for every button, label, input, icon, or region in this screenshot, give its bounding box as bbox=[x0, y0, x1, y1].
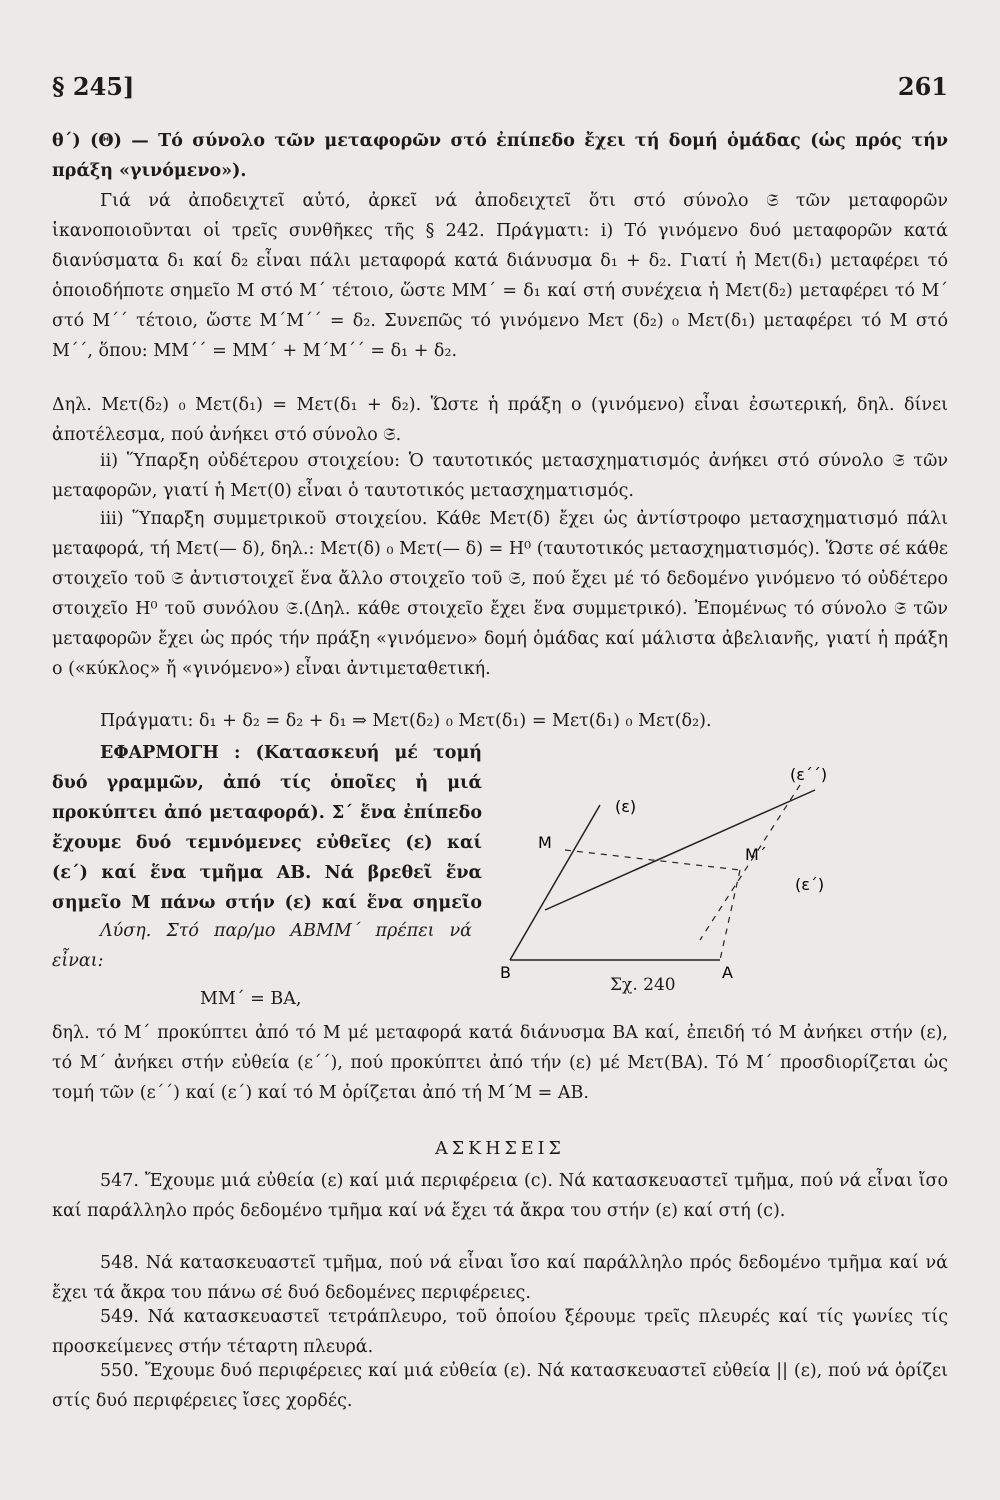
label-A: Α bbox=[722, 963, 733, 982]
label-e-double-prime: (ε΄΄) bbox=[790, 765, 828, 784]
proof-paragraph-2: Δηλ. Μετ(δ₂) ₀ Μετ(δ₁) = Μετ(δ₁ + δ₂). Ὥστε ἡ πράξη ο (γινόμενο) εἶναι ἐσωτερική, δηλ. δίνει ἀποτέλεσμα, πού ἀνήκει στό σύνολο 𝔖. bbox=[52, 395, 948, 445]
application-paragraph: ΕΦΑΡΜΟΓΗ : (Κατασκευή μέ τομή δυό γραμμῶν, ἀπό τίς ὁποῖες ἡ μιά προκύπτει ἀπό μεταφορά). Σ΄ ἕνα ἐπίπεδο ἔχουμε δυό τεμνόμενες εὐθεῖες (ε) καί (ε΄) καί ἕνα τμῆμα ΑΒ. Νά βρεθεῖ ἕνα σημεῖο Μ πάνω στήν (ε) καί ἕνα σημεῖο bbox=[52, 743, 482, 913]
section-reference: § 245] bbox=[52, 72, 135, 101]
label-e: (ε) bbox=[615, 797, 637, 816]
page-header bbox=[52, 72, 948, 112]
exercise-548: 548. Νά κατασκευαστεῖ τμῆμα, πού νά εἶναι ἴσο καί παράλληλο πρός δεδομένο τμῆμα καί νά ἔχει τά ἄκρα του πάνω σέ δυό δεδομένες περιφέρειες. bbox=[52, 1253, 948, 1303]
proof-paragraph-4: iii) Ὕπαρξη συμμετρικοῦ στοιχείου. Κάθε Μετ(δ) ἔχει ὡς ἀντίστροφο μετασχηματισμό πάλι μεταφορά, τή Μετ(— δ), δηλ.: Μετ(δ) ₀ Μετ(— δ) = Η⁰ (ταυτοτικός μετασχηματισμός). Ὥστε σέ κάθε στοιχεῖο τοῦ 𝔖 ἀντιστοιχεῖ ἕνα ἄλλο στοιχεῖο τοῦ 𝔖, πού ἔχει μέ τό δεδομένο γινόμενο τό οὐδέτερο στοιχεῖο Η⁰ τοῦ συνόλου 𝔖.(Δηλ. κάθε στοιχεῖο ἔχει ἕνα συμμετρικό). Ἐπομένως τό σύνολο 𝔖 τῶν μεταφορῶν ἔχει ὡς πρός τήν πράξη «γινόμενο» δομή ὁμάδας καί μάλιστα ἀβελιανῆς, γιατί ἡ πράξη ο («κύκλος» ἤ «γινόμενο») εἶναι ἀντιμεταθετική. bbox=[52, 509, 948, 679]
exercises-heading: ΑΣΚΗΣΕΙΣ bbox=[435, 1139, 565, 1159]
label-e-prime: (ε΄) bbox=[795, 875, 825, 894]
segment-MpA bbox=[720, 870, 740, 960]
exercise-547: 547. Ἔχουμε μιά εὐθεία (ε) καί μιά περιφέρεια (c). Νά κατασκευαστεῖ τμῆμα, πού νά εἶναι ἴσο καί παράλληλο πρός δεδομένο τμῆμα καί νά ἔχει τά ἄκρα του στήν (ε) καί στή (c). bbox=[52, 1171, 948, 1221]
figure-caption: Σχ. 240 bbox=[610, 975, 676, 995]
figure-240 bbox=[470, 760, 830, 1000]
line-e-prime bbox=[545, 790, 815, 910]
solution-equation: ΜΜ΄ = ΒΑ, bbox=[200, 989, 302, 1009]
theorem-statement: θ΄) (Θ) — Τό σύνολο τῶν μεταφορῶν στό ἐπίπεδο ἔχει τή δομή ὁμάδας (ὡς πρός τήν πράξη «γινόμενο»). bbox=[52, 131, 948, 181]
solution-paragraph-2: δηλ. τό Μ΄ προκύπτει ἀπό τό Μ μέ μεταφορά κατά διάνυσμα ΒΑ καί, ἐπειδή τό Μ ἀνήκει στήν (ε), τό Μ΄ ἀνήκει στήν εὐθεία (ε΄΄), πού προκύπτει ἀπό τήν (ε) μέ Μετ(ΒΑ). Τό Μ΄ προσδιορίζεται ὡς τομή τῶν (ε΄΄) καί (ε΄) καί τό Μ ὁρίζεται ἀπό τή Μ΄Μ = ΑΒ. bbox=[52, 1023, 948, 1103]
proof-paragraph-3: ii) Ὕπαρξη οὐδέτερου στοιχείου: Ὁ ταυτοτικός μετασχηματισμός ἀνήκει στό σύνολο 𝔖 τῶν μεταφορῶν, γιατί ἡ Μετ(0) εἶναι ὁ ταυτοτικός μετασχηματισμός. bbox=[52, 451, 948, 501]
label-Mp: Μ΄ bbox=[745, 845, 767, 864]
solution-paragraph: Λύση. Στό παρ/μο ΑΒΜΜ΄ πρέπει νά εἶναι: bbox=[52, 921, 472, 971]
line-e bbox=[510, 805, 600, 960]
commutativity-equation: Πράγματι: δ₁ + δ₂ = δ₂ + δ₁ ⇒ Μετ(δ₂) ₀ Μετ(δ₁) = Μετ(δ₁) ₀ Μετ(δ₂). bbox=[100, 711, 712, 731]
exercise-549: 549. Νά κατασκευαστεῖ τετράπλευρο, τοῦ ὁποίου ξέρουμε τρεῖς πλευρές καί τίς γωνίες τίς προσκείμενες στήν τέταρτη πλευρά. bbox=[52, 1307, 948, 1357]
exercise-550: 550. Ἔχουμε δυό περιφέρειες καί μιά εὐθεία (ε). Νά κατασκευαστεῖ εὐθεία || (ε), πού νά ὁρίζει στίς δυό περιφέρειες ἴσες χορδές. bbox=[52, 1361, 948, 1411]
label-B: Β bbox=[500, 963, 511, 982]
label-M: Μ bbox=[538, 833, 552, 852]
proof-paragraph-1: Γιά νά ἀποδειχτεῖ αὐτό, ἀρκεῖ νά ἀποδειχτεῖ ὅτι στό σύνολο 𝔖 τῶν μεταφορῶν ἱκανοποιοῦνται οἱ τρεῖς συνθῆκες τῆς § 242. Πράγματι: i) Τό γινόμενο δυό μεταφορῶν κατά διανύσματα δ₁ καί δ₂ εἶναι πάλι μεταφορά κατά διάνυσμα δ₁ + δ₂. Γιατί ἡ Μετ(δ₁) μεταφέρει τό ὁποιοδήποτε σημεῖο Μ στό Μ΄ τέτοιο, ὥστε ΜΜ΄ = δ₁ καί στή συνέχεια ἡ Μετ(δ₂) μεταφέρει τό Μ΄ στό Μ΄΄ τέτοιο, ὥστε Μ΄Μ΄΄ = δ₂. Συνεπῶς τό γινόμενο Μετ (δ₂) ₀ Μετ(δ₁) μεταφέρει τό Μ στό Μ΄΄, ὅπου: ΜΜ΄΄ = ΜΜ΄ + Μ΄Μ΄΄ = δ₁ + δ₂. bbox=[52, 191, 948, 361]
page-number: 261 bbox=[897, 72, 948, 101]
segment-MMp bbox=[565, 850, 740, 870]
